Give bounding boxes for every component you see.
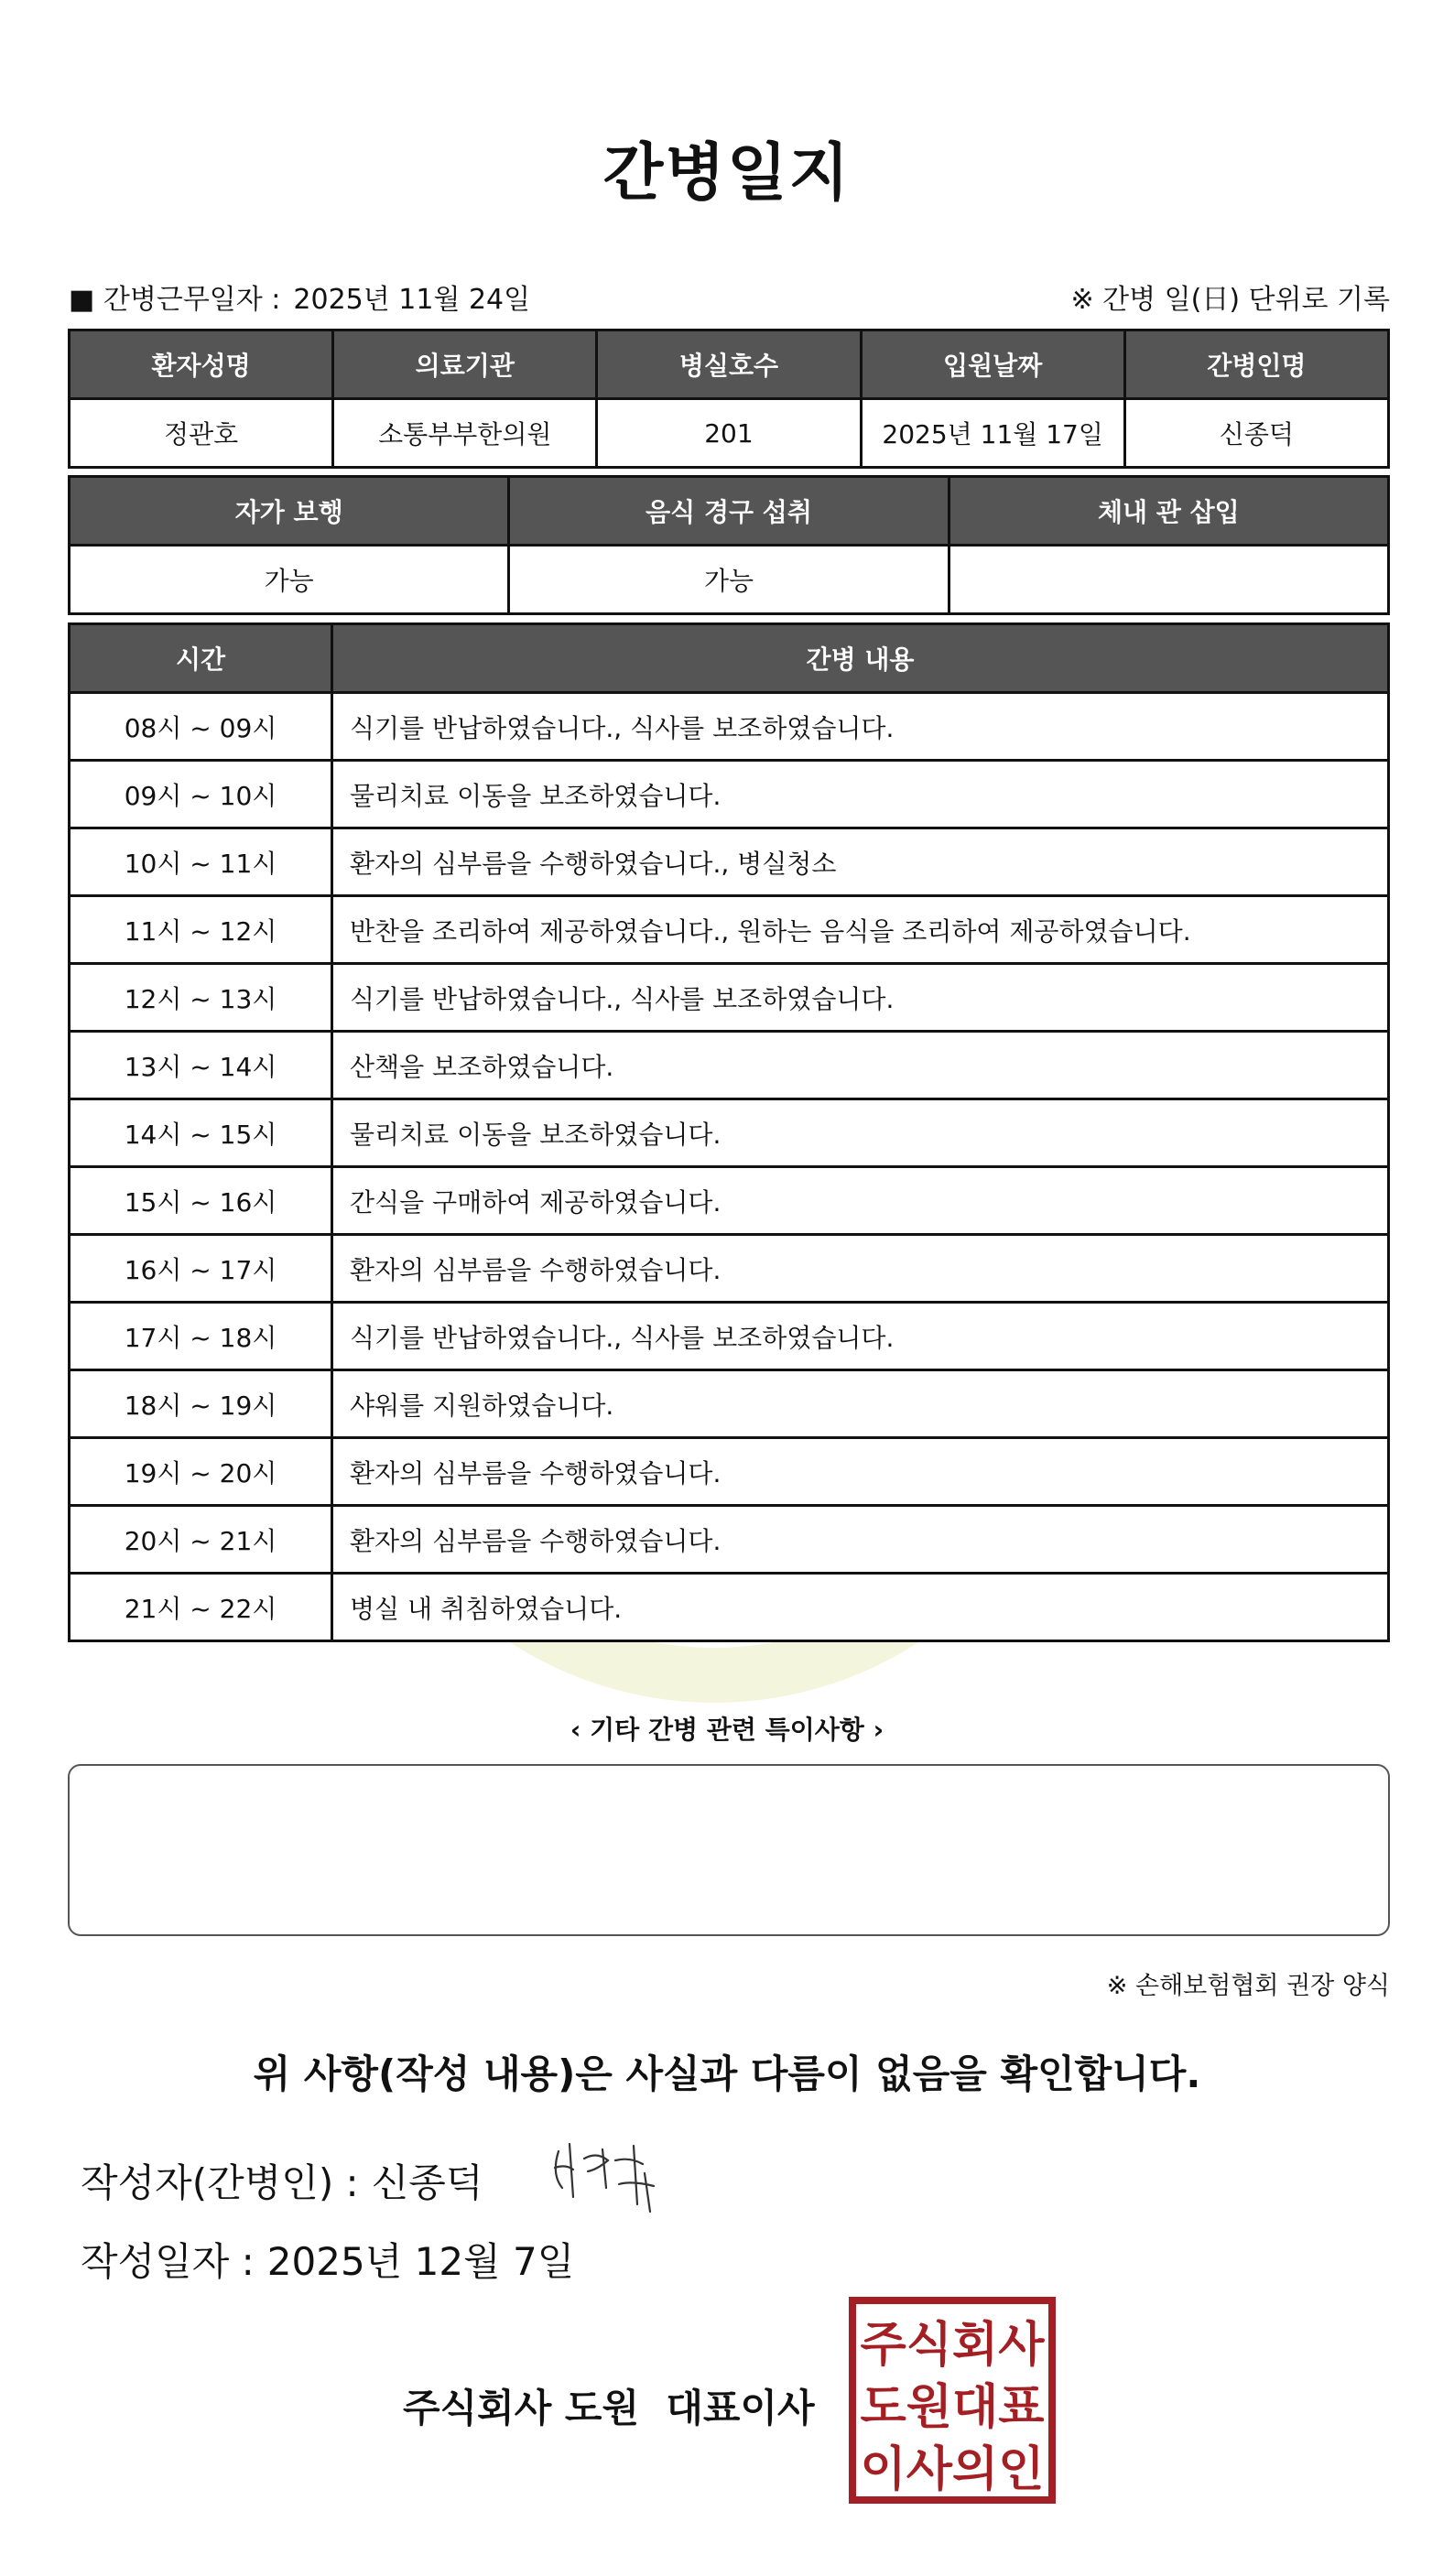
recommend-note: ※ 손해보험협회 권장 양식 <box>1106 1972 1390 2000</box>
document-title: 간병일지 <box>602 137 852 210</box>
company-seal <box>849 2297 1056 2504</box>
table-row <box>70 1506 1389 1574</box>
log-time: 12시 ~ 13시 <box>70 964 332 1032</box>
hospital: 소통부부한의원 <box>333 399 597 468</box>
work-date-value: 2025년 11월 24일 <box>293 284 531 316</box>
log-content: 물리치료 이동을 보조하였습니다. <box>332 1099 1389 1167</box>
log-content: 반찬을 조리하여 제공하였습니다., 원하는 음식을 조리하여 제공하였습니다. <box>332 896 1389 964</box>
log-time: 11시 ~ 12시 <box>70 896 332 964</box>
self-walking-value: 가능 <box>70 546 509 614</box>
company-name: 주식회사 도원 <box>403 2386 640 2430</box>
header-tube-insertion: 체내 관 삽입 <box>949 477 1388 546</box>
room-number: 201 <box>597 399 861 468</box>
patient-info-table <box>68 329 1390 469</box>
seal-line-3: 이사의인 <box>860 2442 1045 2497</box>
header-care-content: 간병 내용 <box>332 624 1389 693</box>
oral-intake-value: 가능 <box>509 546 949 614</box>
log-time: 17시 ~ 18시 <box>70 1303 332 1370</box>
table-row <box>70 693 1389 761</box>
header-time: 시간 <box>70 624 332 693</box>
company-title: 대표이사 <box>666 2386 815 2430</box>
log-time: 21시 ~ 22시 <box>70 1574 332 1641</box>
table-row <box>70 1167 1389 1235</box>
patient-name: 정관호 <box>70 399 333 468</box>
header-caregiver-name: 간병인명 <box>1124 330 1388 399</box>
table-row <box>70 828 1389 896</box>
header-room: 병실호수 <box>597 330 861 399</box>
table-row <box>70 896 1389 964</box>
log-content: 식기를 반납하였습니다., 식사를 보조하였습니다. <box>332 693 1389 761</box>
signature <box>542 2133 670 2215</box>
header-self-walking: 자가 보행 <box>70 477 509 546</box>
header-patient-name: 환자성명 <box>70 330 333 399</box>
admission-date: 2025년 11월 17일 <box>861 399 1124 468</box>
table-row <box>70 1438 1389 1506</box>
table-row <box>70 761 1389 828</box>
notes-caption: ‹ 기타 간병 관련 특이사항 › <box>570 1715 884 1745</box>
header-oral-intake: 음식 경구 섭취 <box>509 477 949 546</box>
log-content: 식기를 반납하였습니다., 식사를 보조하였습니다. <box>332 964 1389 1032</box>
company-line <box>403 2378 815 2433</box>
log-content: 식기를 반납하였습니다., 식사를 보조하였습니다. <box>332 1303 1389 1370</box>
table-row <box>70 1370 1389 1438</box>
writer-name: 신종덕 <box>371 2160 483 2205</box>
header-admission-date: 입원날짜 <box>861 330 1124 399</box>
writer-label: 작성자(간병인) : <box>81 2160 359 2205</box>
log-content: 병실 내 취침하였습니다. <box>332 1574 1389 1641</box>
notes-box <box>68 1764 1390 1936</box>
log-content: 환자의 심부름을 수행하였습니다. <box>332 1438 1389 1506</box>
write-date-line <box>81 2232 574 2287</box>
header-hospital: 의료기관 <box>333 330 597 399</box>
unit-note: ※ 간병 일(日) 단위로 기록 <box>1070 284 1390 316</box>
write-date-label: 작성일자 : <box>81 2239 255 2284</box>
write-date-value: 2025년 12월 7일 <box>266 2239 575 2284</box>
writer-line <box>81 2153 483 2208</box>
log-time: 14시 ~ 15시 <box>70 1099 332 1167</box>
log-content: 간식을 구매하여 제공하였습니다. <box>332 1167 1389 1235</box>
care-log-table <box>68 622 1390 1642</box>
log-time: 18시 ~ 19시 <box>70 1370 332 1438</box>
log-time: 08시 ~ 09시 <box>70 693 332 761</box>
log-time: 09시 ~ 10시 <box>70 761 332 828</box>
log-content: 환자의 심부름을 수행하였습니다. <box>332 1506 1389 1574</box>
work-date <box>69 276 530 317</box>
care-log-body <box>70 693 1389 1641</box>
seal-line-2: 도원대표 <box>860 2380 1045 2435</box>
log-content: 샤워를 지원하였습니다. <box>332 1370 1389 1438</box>
table-row <box>70 1099 1389 1167</box>
tube-insertion-value <box>949 546 1388 614</box>
caregiver-name: 신종덕 <box>1124 399 1388 468</box>
confirm-statement: 위 사항(작성 내용)은 사실과 다름이 없음을 확인합니다. <box>253 2051 1201 2096</box>
log-content: 환자의 심부름을 수행하였습니다., 병실청소 <box>332 828 1389 896</box>
log-time: 13시 ~ 14시 <box>70 1032 332 1099</box>
table-row <box>70 1032 1389 1099</box>
table-row <box>70 1574 1389 1641</box>
log-time: 20시 ~ 21시 <box>70 1506 332 1574</box>
table-row <box>70 1235 1389 1303</box>
log-time: 10시 ~ 11시 <box>70 828 332 896</box>
log-time: 15시 ~ 16시 <box>70 1167 332 1235</box>
log-content: 물리치료 이동을 보조하였습니다. <box>332 761 1389 828</box>
table-row <box>70 964 1389 1032</box>
log-time: 16시 ~ 17시 <box>70 1235 332 1303</box>
seal-line-1: 주식회사 <box>860 2318 1045 2373</box>
log-content: 산책을 보조하였습니다. <box>332 1032 1389 1099</box>
log-content: 환자의 심부름을 수행하였습니다. <box>332 1235 1389 1303</box>
work-date-label: ■ 간병근무일자 : <box>69 284 281 316</box>
patient-status-table <box>68 475 1390 615</box>
table-row <box>70 1303 1389 1370</box>
log-time: 19시 ~ 20시 <box>70 1438 332 1506</box>
